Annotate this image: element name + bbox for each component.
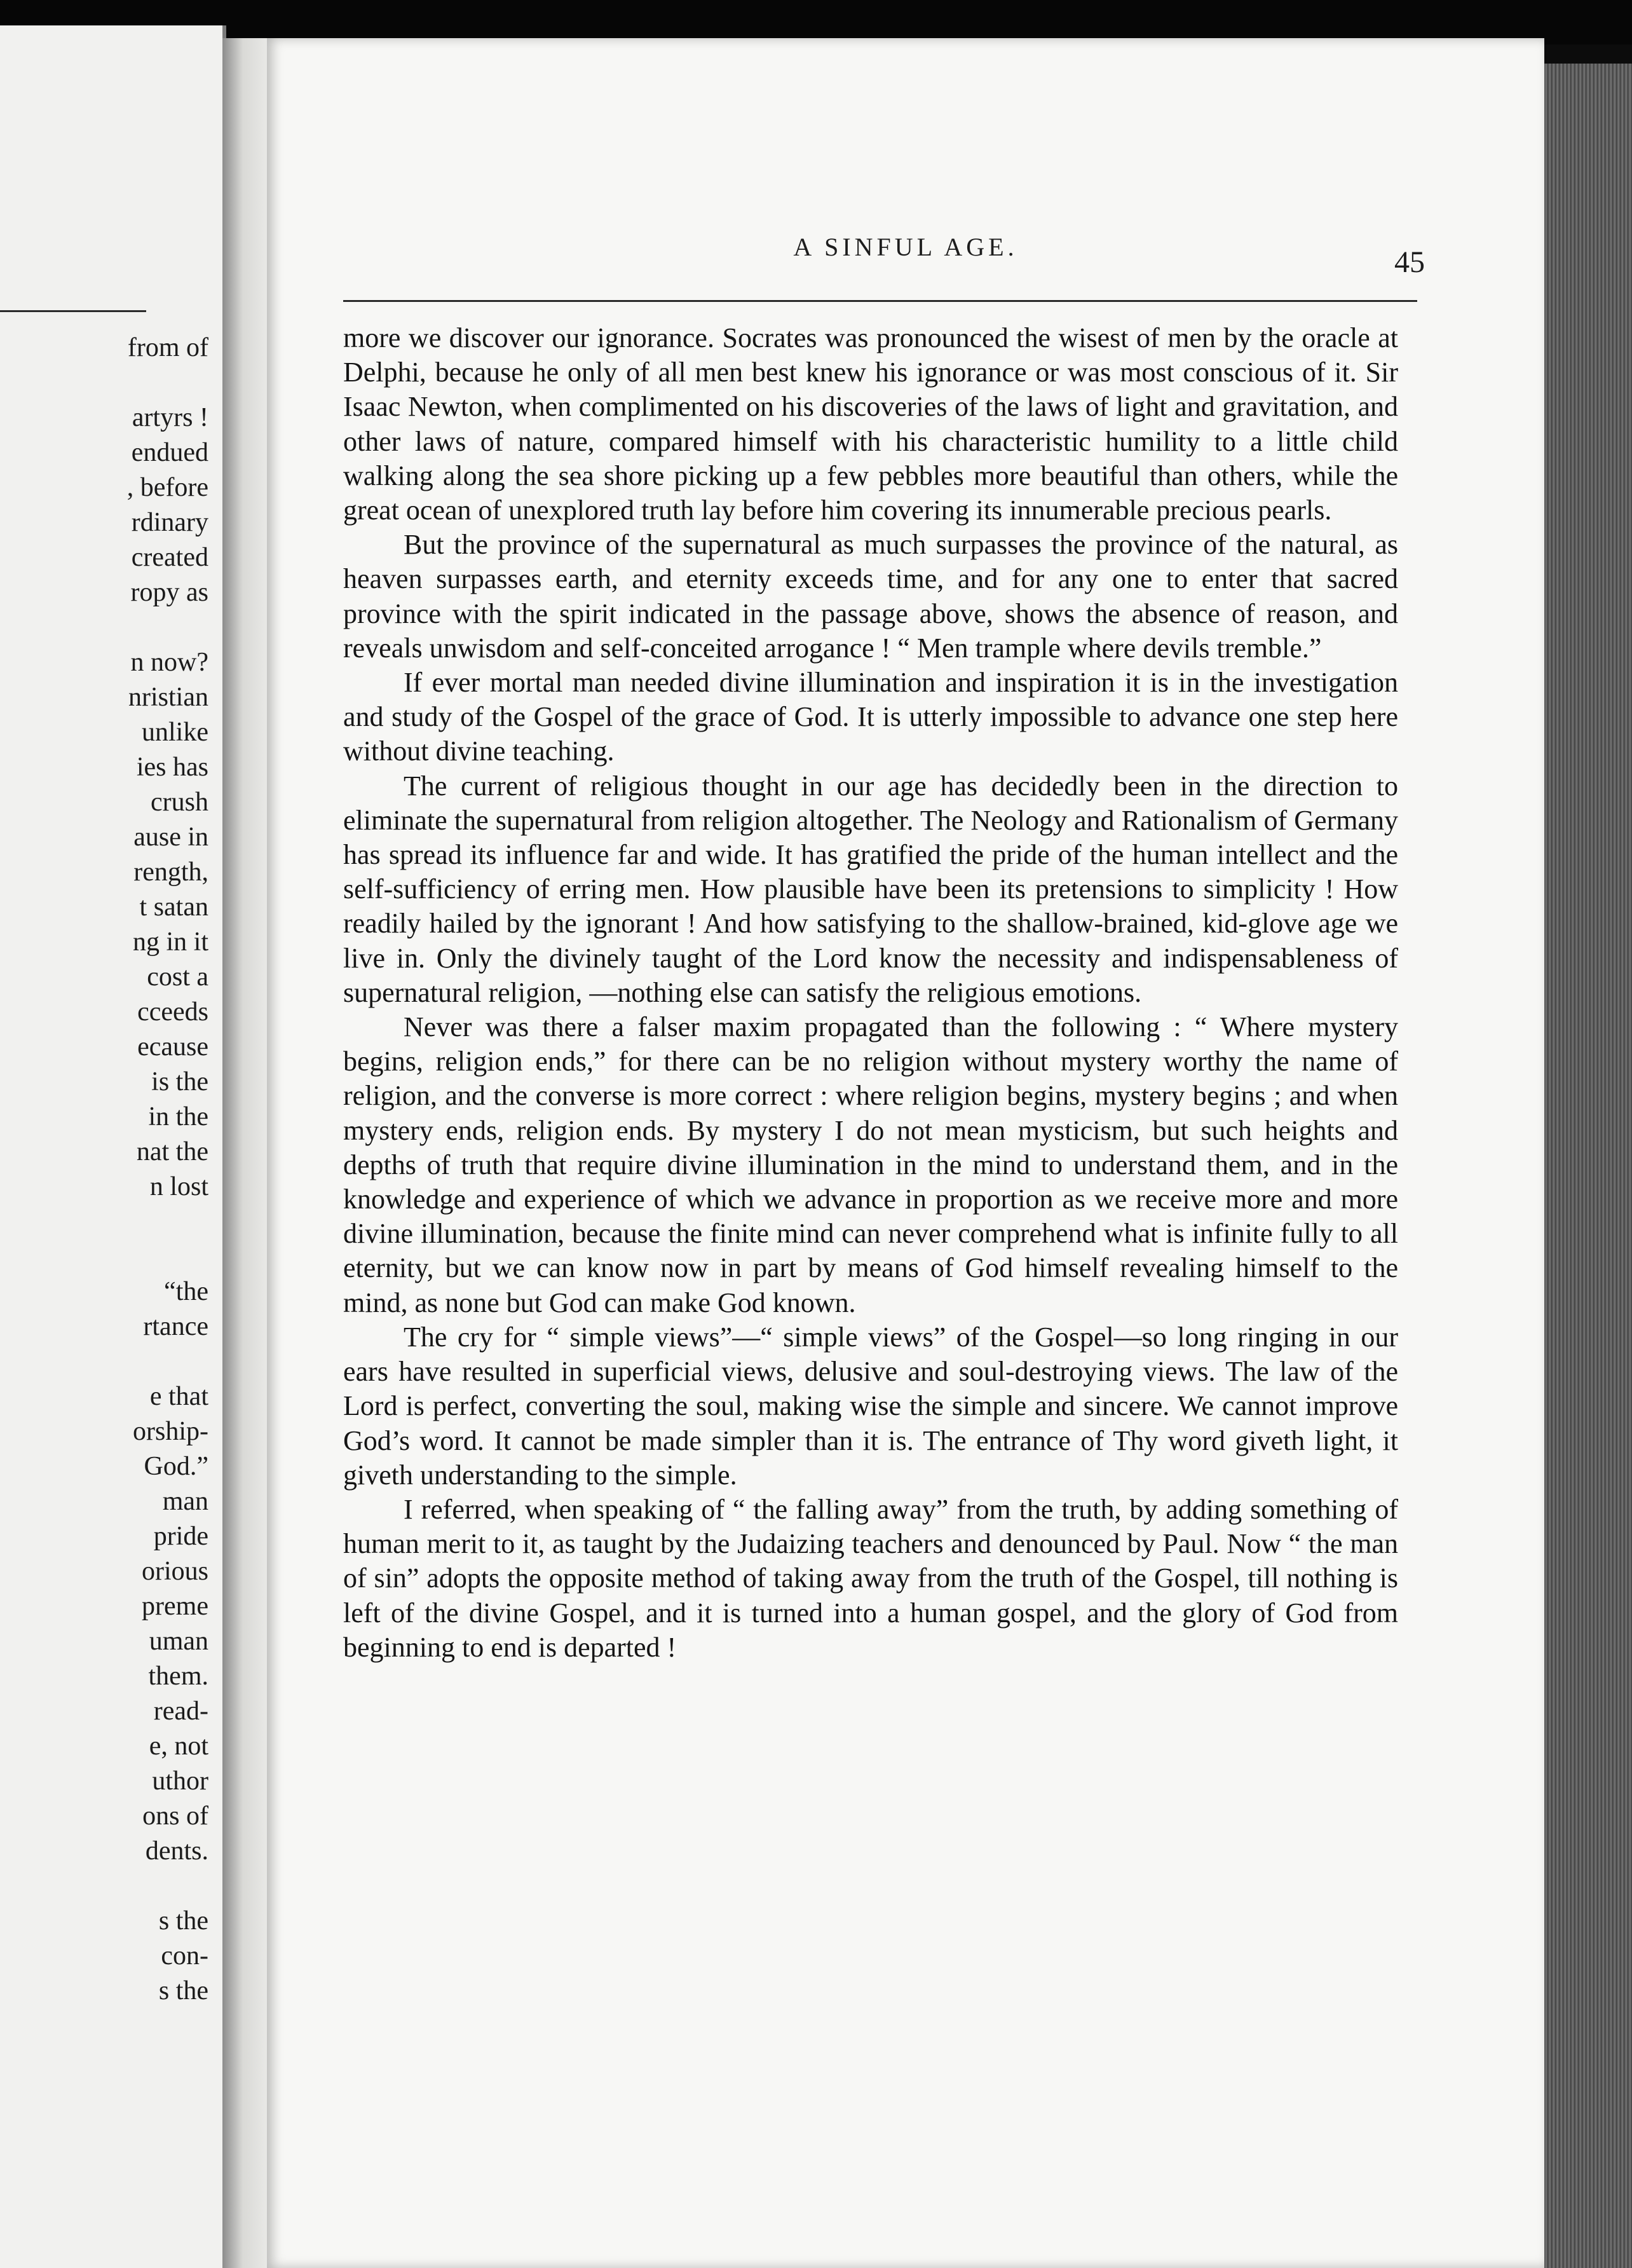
facing-page-line: ropy as [130, 578, 208, 607]
facing-page-line: in the [148, 1102, 208, 1131]
facing-page-line [127, 610, 208, 645]
facing-page-line: ng in it [132, 927, 208, 957]
page-edges [1544, 64, 1632, 2268]
facing-page-line: n lost [149, 1172, 208, 1201]
facing-page-line: rtance [143, 1312, 208, 1341]
facing-page-line: God.” [144, 1452, 208, 1481]
facing-page-line [127, 1344, 208, 1379]
paragraph: more we discover our ignorance. Socrates was pronounced the wisest of men by the oracle at Delphi, because he only of all men best knew his ignorance or was most conscious of it. Sir Isaac Newton, when complimented on his discoveries of the laws of light and gravitation, and other laws of nature, compared himself with his characteristic humility to a little child walking along the sea shore picking up a few pebbles more beautiful than others, while the great ocean of unexplored truth lay before him covering its innumerable precious pearls. [343, 322, 1398, 526]
facing-page-head-rule [0, 310, 146, 312]
facing-page-line: uthor [152, 1766, 208, 1796]
facing-page-line [127, 1205, 208, 1240]
facing-page-line: cceeds [137, 997, 208, 1027]
facing-page-line: ons of [142, 1801, 208, 1831]
facing-page-line: s the [158, 1976, 208, 2005]
facing-page-line: rength, [133, 857, 208, 887]
facing-page-line: t satan [139, 892, 208, 922]
facing-page-line [127, 365, 208, 400]
paragraph: But the province of the supernatural as much surpasses the province of the natural, as heaven surpasses earth, and eternity exceeds time, and for any one to enter that sacred province with the spirit indicated in the passage above, shows the absence of reason, and reveals unwisdom and self-conceited arrogance ! “ Men trample where devils tremble.” [343, 529, 1398, 664]
facing-page-line: nat the [136, 1137, 208, 1166]
facing-page-line: ause in [133, 823, 208, 852]
facing-page-line: ies has [136, 753, 208, 782]
facing-page-line: is the [151, 1067, 208, 1096]
facing-page-line: s the [158, 1906, 208, 1936]
facing-page-line [127, 1869, 208, 1904]
paragraph: The current of religious thought in our age has decidedly been in the direction to eliminate the supernatural from religion altogether. The Neology and Rationalism of Germany has spread its influence far and wide. It has gratified the pride of the human intellect and the self-sufficiency of erring men. How plausible have been its pretensions to simplicity ! How readily hailed by the ignorant ! And how satisfying to the shallow-brained, kid-glove age we live in. Only the divinely taught of the Lord know the necessity and indispensableness of supernatural religion, —nothing else can satisfy the religious emotions. [343, 770, 1398, 1008]
facing-page-line: n now? [130, 648, 208, 677]
facing-page-line: them. [148, 1662, 208, 1691]
facing-page-line: pride [153, 1522, 208, 1551]
facing-page-line: “the [164, 1277, 208, 1306]
facing-page-line: man [162, 1487, 208, 1516]
running-head: A SINFUL AGE. [793, 233, 1018, 261]
facing-page-line: from of [127, 333, 208, 362]
facing-page-line: ecause [137, 1032, 208, 1062]
facing-page-line: orious [142, 1557, 208, 1586]
facing-page-line: crush [151, 788, 208, 817]
body-text [343, 321, 1398, 1665]
facing-page-line: e that [149, 1382, 208, 1411]
paragraph: I referred, when speaking of “ the falling away” from the truth, by adding something of human merit to it, as taught by the Judaizing teachers and denounced by Paul. Now “ the man of sin” adopts the opposite method of taking away from the truth of the Gospel, till nothing is left of the divine Gospel, and it is turned into a human gospel, and the glory of God from beginning to end is departed ! [343, 1493, 1398, 1663]
paragraph: The cry for “ simple views”—“ simple views” of the Gospel—so long ringing in our ears have resulted in superficial views, delusive and soul-destroying views. The law of the Lord is perfect, converting the soul, making wise the simple and sincere. We cannot improve God’s word. It cannot be made simpler than it is. The entrance of Thy word giveth light, it giveth understanding to the simple. [343, 1321, 1398, 1491]
facing-page-line: cost a [147, 962, 208, 992]
book-gutter [222, 38, 273, 2268]
facing-page-line [127, 1240, 208, 1274]
header-rule [343, 300, 1417, 302]
facing-page-line: uman [149, 1627, 208, 1656]
facing-page-fragment [0, 25, 226, 2268]
facing-page-line: created [131, 543, 208, 572]
paragraph: If ever mortal man needed divine illumination and inspiration it is in the investigation and study of the Gospel of the grace of God. It is utterly impossible to advance one step here without divine teaching. [343, 667, 1398, 767]
facing-page-text [127, 331, 208, 2009]
facing-page-line: unlike [142, 718, 208, 747]
facing-page-line: artyrs ! [132, 403, 208, 432]
facing-page-line: , before [126, 473, 208, 502]
facing-page-line: preme [142, 1592, 208, 1621]
facing-page-line: read- [153, 1697, 208, 1726]
facing-page-line: rdinary [131, 508, 208, 537]
facing-page-line: e, not [149, 1732, 208, 1761]
facing-page-line: endued [131, 438, 208, 467]
facing-page-line: nristian [128, 683, 208, 712]
facing-page-line: orship- [133, 1417, 208, 1446]
facing-page-line: con- [161, 1941, 208, 1971]
facing-page-line: dents. [145, 1836, 208, 1866]
page-number: 45 [1394, 245, 1425, 279]
paragraph: Never was there a falser maxim propagated than the following : “ Where mystery begins, religion ends,” for there can be no religion without mystery worthy the name of religion, and the converse is more correct : where religion begins, mystery begins ; and when mystery ends, religion ends. By mystery I do not mean mysticism, but such heights and depths of truth that require divine illumination in the mind to understand them, and in the knowledge and experience of which we advance in proportion as we receive more and more divine illumination, because the finite mind can never comprehend what is infinite fully to all eternity, but we can know now in part by means of God himself revealing himself to the mind, as none but God can make God known. [343, 1011, 1398, 1318]
